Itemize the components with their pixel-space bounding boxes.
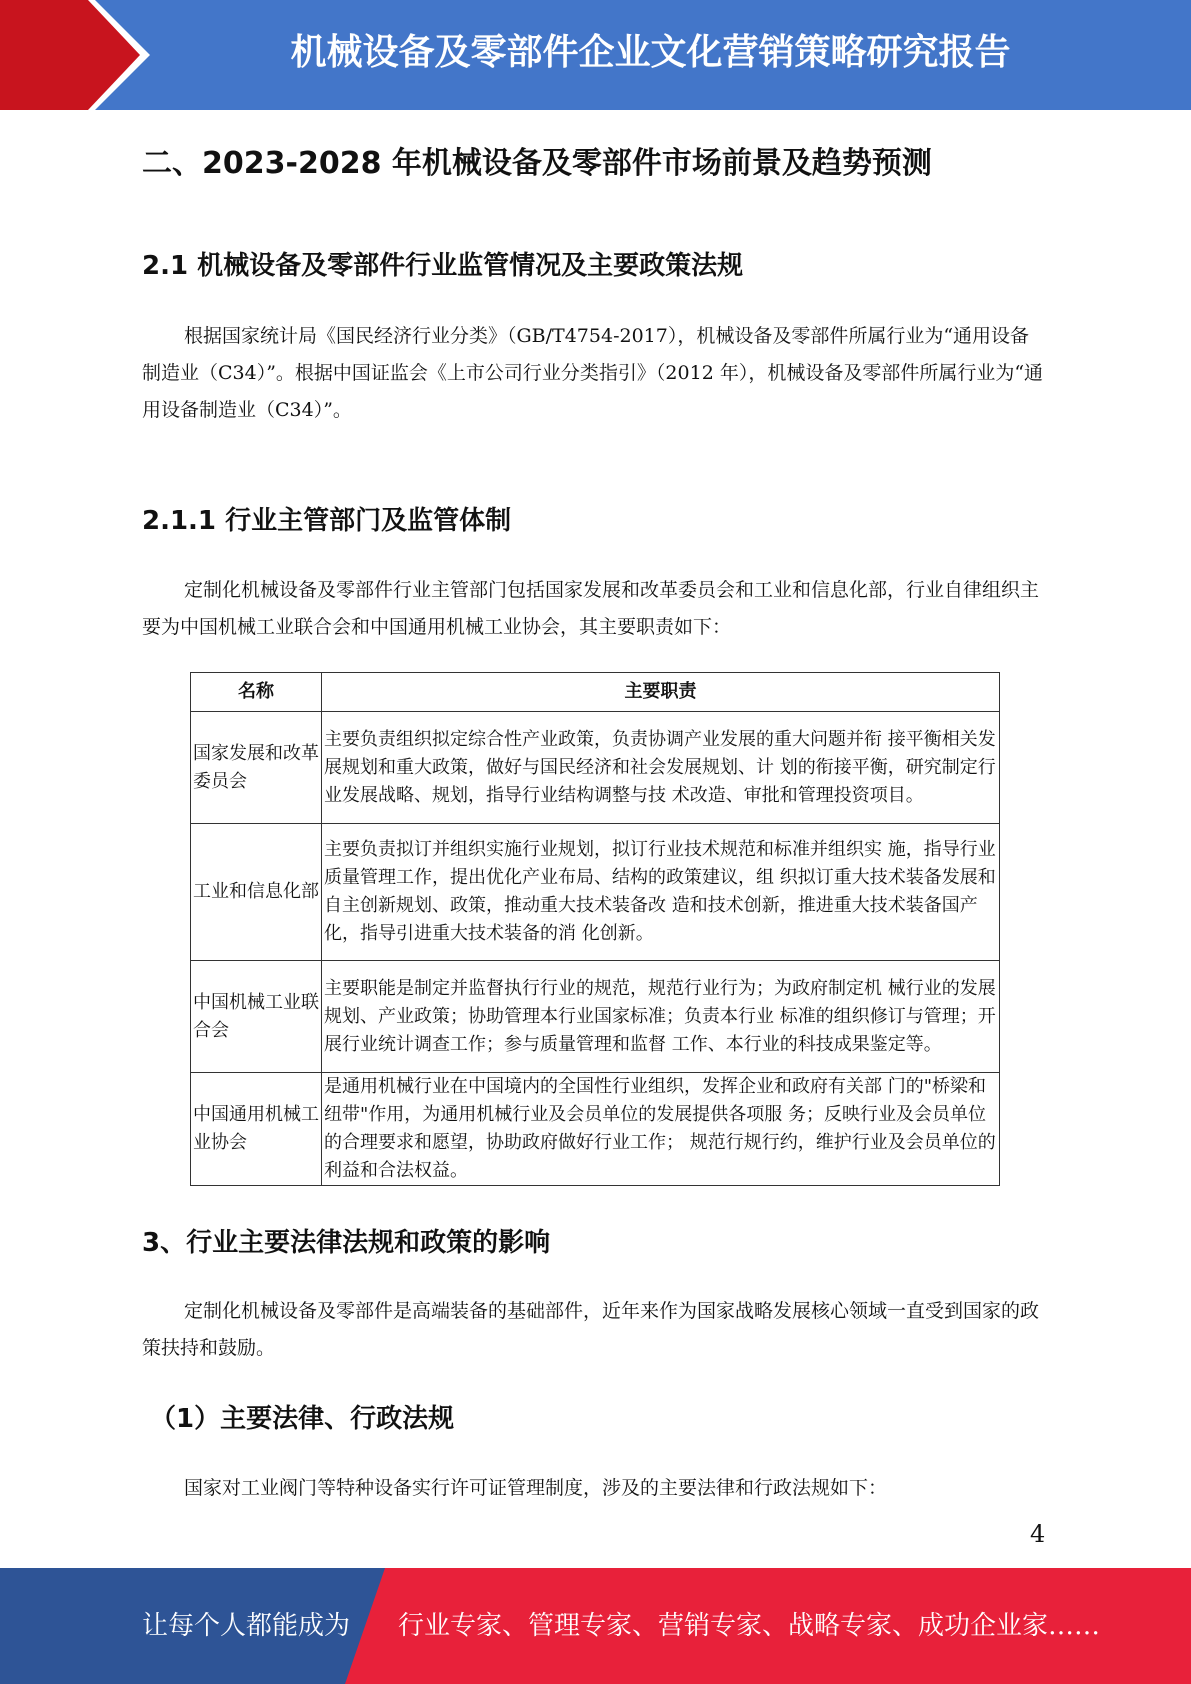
footer-slogan-right: 行业专家、管理专家、营销专家、战略专家、成功企业家……	[398, 1611, 1101, 1641]
section-2-1-1-paragraph: 定制化机械设备及零部件行业主管部门包括国家发展和改革委员会和工业和信息化部，行业自律组织主要为中国机械工业联合会和中国通用机械工业协会，其主要职责如下：	[142, 579, 1040, 638]
table-row	[191, 961, 1000, 1073]
section-3-heading: 3、行业主要法律法规和政策的影响	[142, 1228, 551, 1258]
table-header-row	[191, 673, 1000, 712]
table-header-name: 名称	[191, 673, 322, 712]
chapter-heading: 二、2023-2028 年机械设备及零部件市场前景及趋势预测	[142, 146, 932, 181]
table-row	[191, 712, 1000, 824]
report-title: 机械设备及零部件企业文化营销策略研究报告	[290, 32, 1011, 73]
section-3-paragraph: 定制化机械设备及零部件是高端装备的基础部件，近年来作为国家战略发展核心领域一直受到国家的政策扶持和鼓励。	[142, 1300, 1040, 1359]
section-3-1-paragraph: 国家对工业阀门等特种设备实行许可证管理制度，涉及的主要法律和行政法规如下：	[184, 1477, 888, 1499]
section-2-1-heading: 2.1 机械设备及零部件行业监管情况及主要政策法规	[142, 251, 744, 281]
table-cell-name: 中国通用机械工业协会	[191, 1073, 322, 1186]
section-2-1-1-heading: 2.1.1 行业主管部门及监管体制	[142, 506, 512, 536]
table-cell-duty: 主要职能是制定并监督执行行业的规范，规范行业行为；为政府制定机 械行业的发展规划、产业政策；协助管理本行业国家标准；负责本行业 标准的组织修订与管理；开展行业统计调查工作；参与质量管理和监督 工作、本行业的科技成果鉴定等。	[322, 961, 1000, 1073]
table-cell-duty: 主要负责组织拟定综合性产业政策，负责协调产业发展的重大问题并衔 接平衡相关发展规划和重大政策，做好与国民经济和社会发展规划、计 划的衔接平衡，研究制定行业发展战略、规划，指导行业结构调整与技 术改造、审批和管理投资项目。	[322, 712, 1000, 824]
page-header	[0, 0, 1191, 110]
table-cell-name: 国家发展和改革委员会	[191, 712, 322, 824]
section-3-1-heading: （1）主要法律、行政法规	[150, 1404, 455, 1434]
footer-slogan-left: 让每个人都能成为	[142, 1611, 351, 1641]
table-cell-duty: 主要负责拟订并组织实施行业规划，拟订行业技术规范和标准并组织实 施，指导行业质量管理工作，提出优化产业布局、结构的政策建议，组 织拟订重大技术装备发展和自主创新规划、政策，推动重大技术装备改 造和技术创新，推进重大技术装备国产化，指导引进重大技术装备的消 化创新。	[322, 824, 1000, 961]
regulators-table	[190, 672, 1000, 1186]
table-row	[191, 824, 1000, 961]
page-number: 4	[1030, 1520, 1046, 1548]
table-cell-duty: 是通用机械行业在中国境内的全国性行业组织，发挥企业和政府有关部 门的"桥梁和纽带"作用，为通用机械行业及会员单位的发展提供各项服 务；反映行业及会员单位的合理要求和愿望，协助政府做好行业工作； 规范行规行约，维护行业及会员单位的利益和合法权益。	[322, 1073, 1000, 1186]
table-cell-name: 中国机械工业联合会	[191, 961, 322, 1073]
table-header-duty: 主要职责	[322, 673, 1000, 712]
page-footer	[0, 1568, 1191, 1684]
section-2-1-paragraph: 根据国家统计局《国民经济行业分类》（GB/T4754-2017），机械设备及零部件所属行业为“通用设备制造业（C34）”。根据中国证监会《上市公司行业分类指引》（2012 年），机械设备及零部件所属行业为“通用设备制造业（C34）”。	[142, 325, 1044, 421]
table-row	[191, 1073, 1000, 1186]
table-cell-name: 工业和信息化部	[191, 824, 322, 961]
